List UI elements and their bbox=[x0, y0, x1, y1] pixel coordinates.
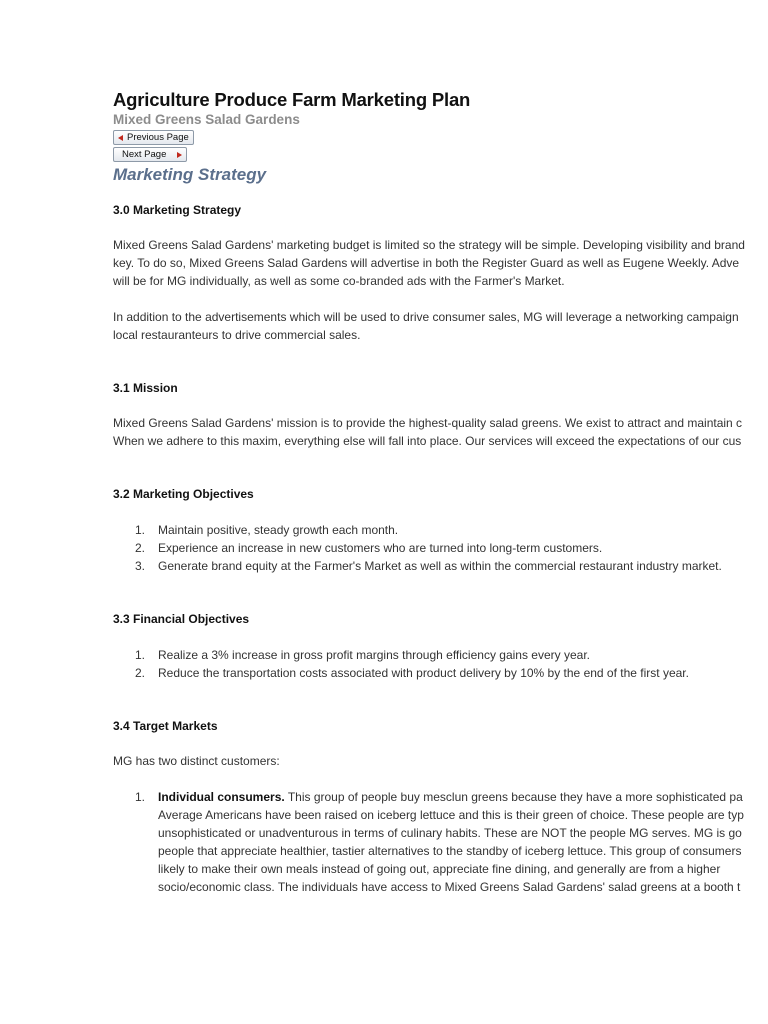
financial-objectives-list bbox=[113, 646, 689, 682]
paragraph-line: When we adhere to this maxim, everything else will fall into place. Our services will exceed the expectations of our cus bbox=[113, 434, 742, 448]
document-body bbox=[113, 0, 768, 1024]
list-item: 3. Generate brand equity at the Farmer's Market as well as within the commercial restaurant industry market. bbox=[135, 559, 722, 573]
list-item: 2. Reduce the transportation costs associated with product delivery by 10% by the end of the first year. bbox=[135, 666, 689, 680]
target-markets-list bbox=[113, 788, 744, 896]
list-item-lead: Individual consumers. bbox=[158, 790, 285, 804]
heading-3-2: 3.2 Marketing Objectives bbox=[113, 487, 254, 501]
heading-3-1: 3.1 Mission bbox=[113, 381, 178, 395]
paragraph-line: In addition to the advertisements which will be used to drive consumer sales, MG will leverage a networking campaign bbox=[113, 310, 739, 324]
paragraph-3-0-b bbox=[113, 308, 739, 344]
heading-3-0: 3.0 Marketing Strategy bbox=[113, 203, 242, 217]
paragraph-line: will be for MG individually, as well as some co-branded ads with the Farmer's Market. bbox=[113, 274, 565, 288]
next-page-label: Next Page bbox=[122, 149, 167, 160]
paragraph-3-1 bbox=[113, 414, 742, 450]
paragraph-line: Mixed Greens Salad Gardens' marketing budget is limited so the strategy will be simple. Developing visibility and brand bbox=[113, 238, 745, 252]
list-item: 1. Realize a 3% increase in gross profit margins through efficiency gains every year. bbox=[135, 648, 590, 662]
paragraph-line: local restauranteurs to drive commercial sales. bbox=[113, 328, 361, 342]
target-markets-intro: MG has two distinct customers: bbox=[113, 754, 280, 768]
heading-3-3: 3.3 Financial Objectives bbox=[113, 612, 250, 626]
section-title: Marketing Strategy bbox=[113, 165, 267, 184]
list-item: 2. Experience an increase in new customers who are turned into long-term customers. bbox=[135, 541, 603, 555]
previous-page-label: Previous Page bbox=[127, 132, 189, 143]
list-item: 1. Individual consumers. This group of people buy mesclun greens because they have a more sophisticated pa Average Americans have been raised on iceberg lettuce and this is their green of choice. These people are typ unsophisticated or unadventurous in terms of culinary habits. These are NOT the people MG serves. MG is go people that appreciate healthier, tastier alternatives to the standby of iceberg lettuce. This group of consumers likely to make their own meals instead of going out, appreciate fine dining, and generally are from a higher socio/economic class. The individuals have access to Mixed Greens Salad Gardens' salad greens at a booth t bbox=[135, 790, 744, 894]
marketing-objectives-list bbox=[113, 521, 722, 575]
document-subtitle: Mixed Greens Salad Gardens bbox=[113, 112, 300, 127]
paragraph-3-0-a bbox=[113, 236, 745, 290]
paragraph-line: Mixed Greens Salad Gardens' mission is to provide the highest-quality salad greens. We exist to attract and maintain c bbox=[113, 416, 743, 430]
paragraph-line: key. To do so, Mixed Greens Salad Gardens will advertise in both the Register Guard as well as Eugene Weekly. Adve bbox=[113, 256, 740, 270]
document-title: Agriculture Produce Farm Marketing Plan bbox=[113, 89, 471, 110]
heading-3-4: 3.4 Target Markets bbox=[113, 719, 218, 733]
list-item: 1. Maintain positive, steady growth each month. bbox=[135, 523, 399, 537]
